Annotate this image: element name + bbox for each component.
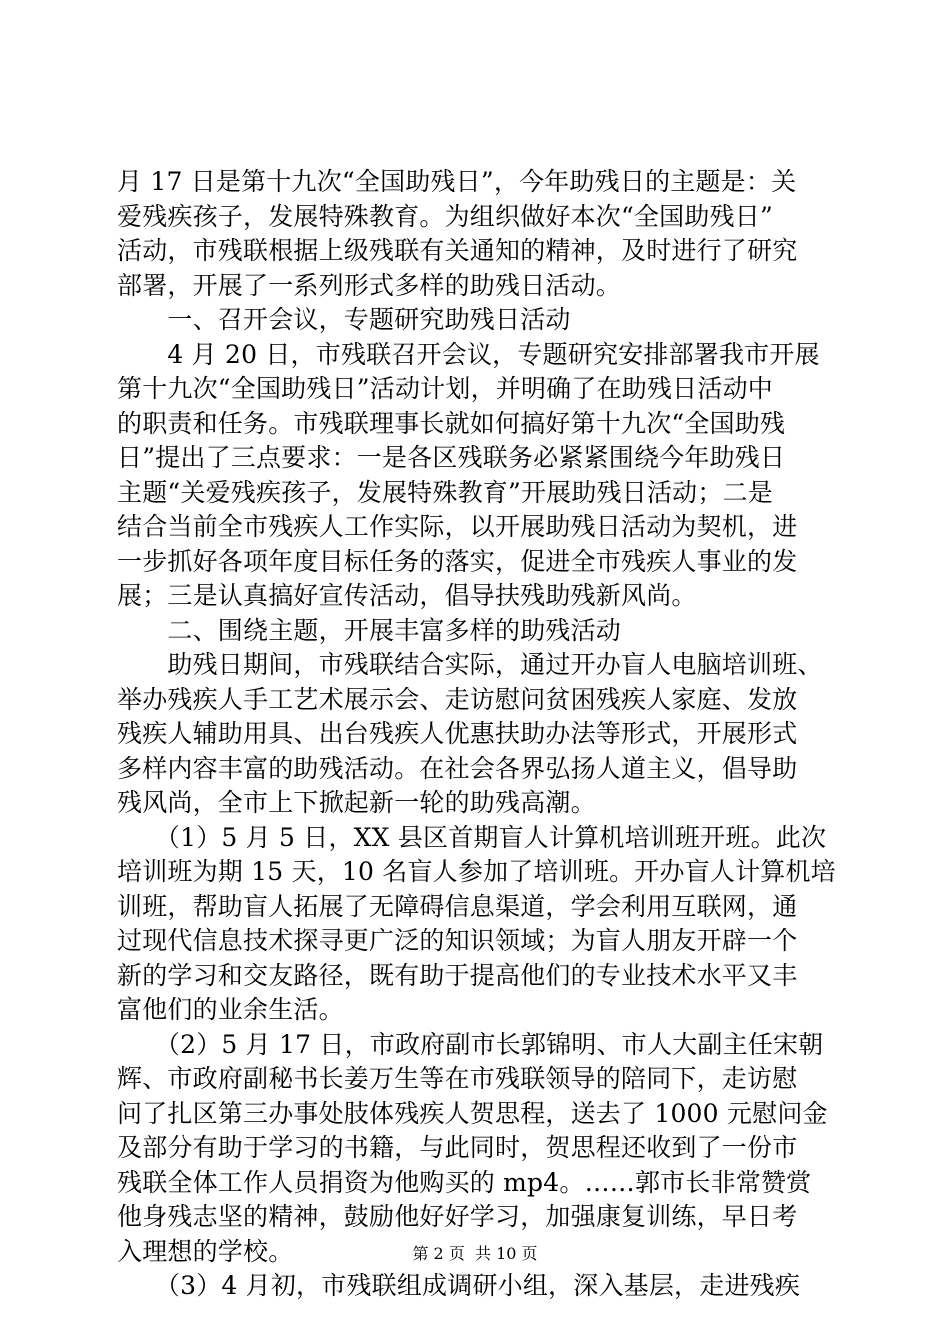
text-line: 爱残疾孩子，发展特殊教育。为组织做好本次“全国助残日” (117, 201, 773, 231)
text-line: 残疾人辅助用具、出台残疾人优惠扶助办法等形式，开展形式 (117, 719, 798, 748)
text-line: 培训班为期 15 天，10 名盲人参加了培训班。开办盲人计算机培 (117, 857, 836, 886)
text-line: （2）5 月 17 日，市政府副市长郭锦明、市人大副主任宋朝 (117, 1029, 824, 1059)
text-line: 一、召开会议，专题研究助残日活动 (117, 305, 571, 334)
page-footer: 第 2 页 共 10 页 (412, 1244, 538, 1263)
text-line: 部署，开展了一系列形式多样的助残日活动。 (117, 270, 622, 300)
text-line: 一步抓好各项年度目标任务的落实，促进全市残疾人事业的发 (117, 546, 798, 576)
text-line: 活动，市残联根据上级残联有关通知的精神，及时进行了研究 (117, 236, 798, 265)
text-line: 的职责和任务。市残联理事长就如何搞好第十九次“全国助残 (117, 408, 786, 438)
body-text (117, 165, 837, 1304)
text-line: 日”提出了三点要求：一是各区残联务必紧紧围绕今年助残日 (117, 443, 786, 472)
text-line: 结合当前全市残疾人工作实际，以开展助残日活动为契机，进 (117, 512, 798, 541)
text-line: （3）4 月初，市残联组成调研小组，深入基层，走进残疾 (117, 1271, 801, 1300)
text-line: 他身残志坚的精神，鼓励他好好学习，加强康复训练，早日考 (117, 1202, 798, 1231)
text-line: 月 17 日是第十九次“全国助残日”，今年助残日的主题是：关 (117, 167, 797, 196)
text-line: 残风尚，全市上下掀起新一轮的助残高潮。 (117, 788, 596, 817)
text-line: （1）5 月 5 日，XX 县区首期盲人计算机培训班开班。此次 (117, 822, 827, 852)
text-line: 4 月 20 日，市残联召开会议，专题研究安排部署我市开展 (117, 339, 820, 369)
text-line: 多样内容丰富的助残活动。在社会各界弘扬人道主义，倡导助 (117, 753, 798, 783)
text-line: 举办残疾人手工艺术展示会、走访慰问贫困残疾人家庭、发放 (117, 684, 798, 714)
text-line: 过现代信息技术探寻更广泛的知识领域；为盲人朋友开辟一个 (117, 926, 798, 955)
text-line: 入理想的学校。 (117, 1236, 294, 1266)
text-line: 训班，帮助盲人拓展了无障碍信息渠道，学会利用互联网，通 (117, 891, 798, 921)
text-line: 助残日期间，市残联结合实际，通过开办盲人电脑培训班、 (117, 650, 823, 679)
text-line: 第十九次“全国助残日”活动计划，并明确了在助残日活动中 (117, 374, 773, 403)
text-line: 问了扎区第三办事处肢体残疾人贺思程，送去了 1000 元慰问金 (117, 1098, 828, 1128)
text-line: 二、围绕主题，开展丰富多样的助残活动 (117, 615, 622, 645)
text-line: 辉、市政府副秘书长姜万生等在市残联领导的陪同下，走访慰 (117, 1064, 798, 1093)
text-line: 新的学习和交友路径，既有助于提高他们的专业技术水平又丰 (117, 960, 798, 990)
text-line: 富他们的业余生活。 (117, 995, 344, 1024)
text-line: 残联全体工作人员捐资为他购买的 mp4。……郭市长非常赞赏 (117, 1167, 812, 1197)
text-line: 展；三是认真搞好宣传活动，倡导扶残助残新风尚。 (117, 581, 697, 610)
text-line: 主题“关爱残疾孩子，发展特殊教育”开展助残日活动；二是 (117, 477, 773, 507)
text-line: 及部分有助于学习的书籍，与此同时，贺思程还收到了一份市 (117, 1133, 798, 1162)
